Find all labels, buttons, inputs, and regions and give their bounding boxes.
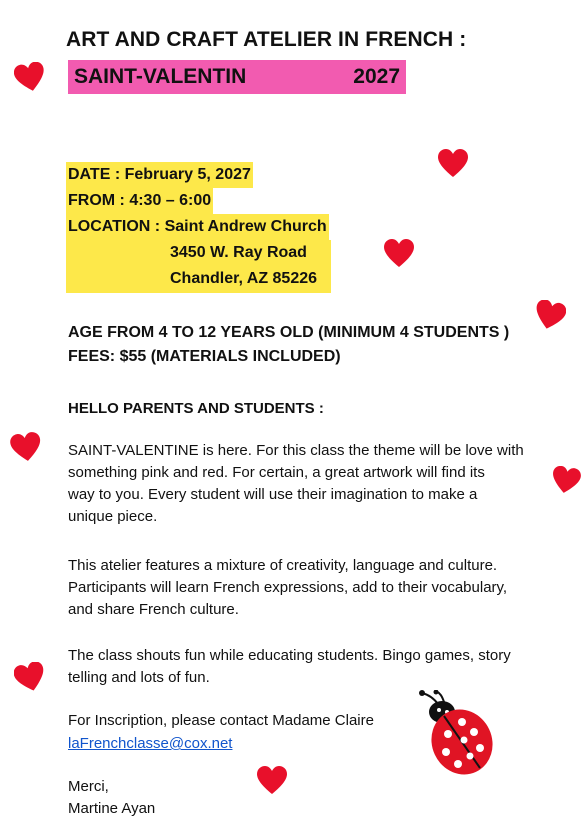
contact-line: For Inscription, please contact Madame Claire [68, 712, 374, 729]
paragraph-line: and share French culture. [68, 601, 239, 618]
subtitle-year: 2027 [353, 65, 400, 88]
heart-icon [10, 432, 42, 462]
event-address-line1: 3450 W. Ray Road [66, 240, 331, 266]
paragraph-theme [68, 440, 524, 528]
age-info: AGE FROM 4 TO 12 YEARS OLD (MINIMUM 4 STUDENTS ) [68, 324, 510, 341]
paragraph-fun [68, 645, 511, 689]
heart-icon [534, 300, 566, 330]
event-date: DATE : February 5, 2027 [66, 162, 253, 188]
event-time: FROM : 4:30 – 6:00 [66, 188, 213, 214]
heart-icon [437, 148, 469, 178]
subtitle-banner [68, 60, 406, 94]
event-address-line2: Chandler, AZ 85226 [66, 266, 331, 293]
greeting: HELLO PARENTS AND STUDENTS : [68, 400, 324, 417]
fees-info: FEES: $55 (MATERIALS INCLUDED) [68, 348, 341, 365]
heart-icon [256, 765, 288, 795]
heart-icon [383, 238, 415, 268]
signoff-merci: Merci, [68, 778, 109, 795]
event-location: LOCATION : Saint Andrew Church [66, 214, 329, 240]
heart-icon [14, 62, 46, 92]
contact-email-link[interactable]: laFrenchclasse@cox.net [68, 735, 233, 752]
subtitle-name: SAINT-VALENTIN [74, 65, 247, 88]
paragraph-line: The class shouts fun while educating students. Bingo games, story [68, 647, 511, 664]
paragraph-line: something pink and red. For certain, a great artwork will find its [68, 464, 485, 481]
paragraph-line: unique piece. [68, 508, 158, 525]
heart-icon [551, 466, 581, 494]
paragraph-line: way to you. Every student will use their imagination to make a [68, 486, 478, 503]
page-title: ART AND CRAFT ATELIER IN FRENCH : [66, 28, 467, 51]
paragraph-atelier [68, 555, 507, 621]
paragraph-line: SAINT-VALENTINE is here. For this class the theme will be love with [68, 442, 524, 459]
paragraph-line: Participants will learn French expressions, add to their vocabulary, [68, 579, 508, 596]
signoff-name: Martine Ayan [68, 800, 156, 817]
paragraph-line: telling and lots of fun. [68, 669, 210, 686]
paragraph-line: This atelier features a mixture of creativity, language and culture. [68, 557, 498, 574]
heart-icon [14, 662, 46, 692]
ladybug-icon [418, 690, 496, 778]
